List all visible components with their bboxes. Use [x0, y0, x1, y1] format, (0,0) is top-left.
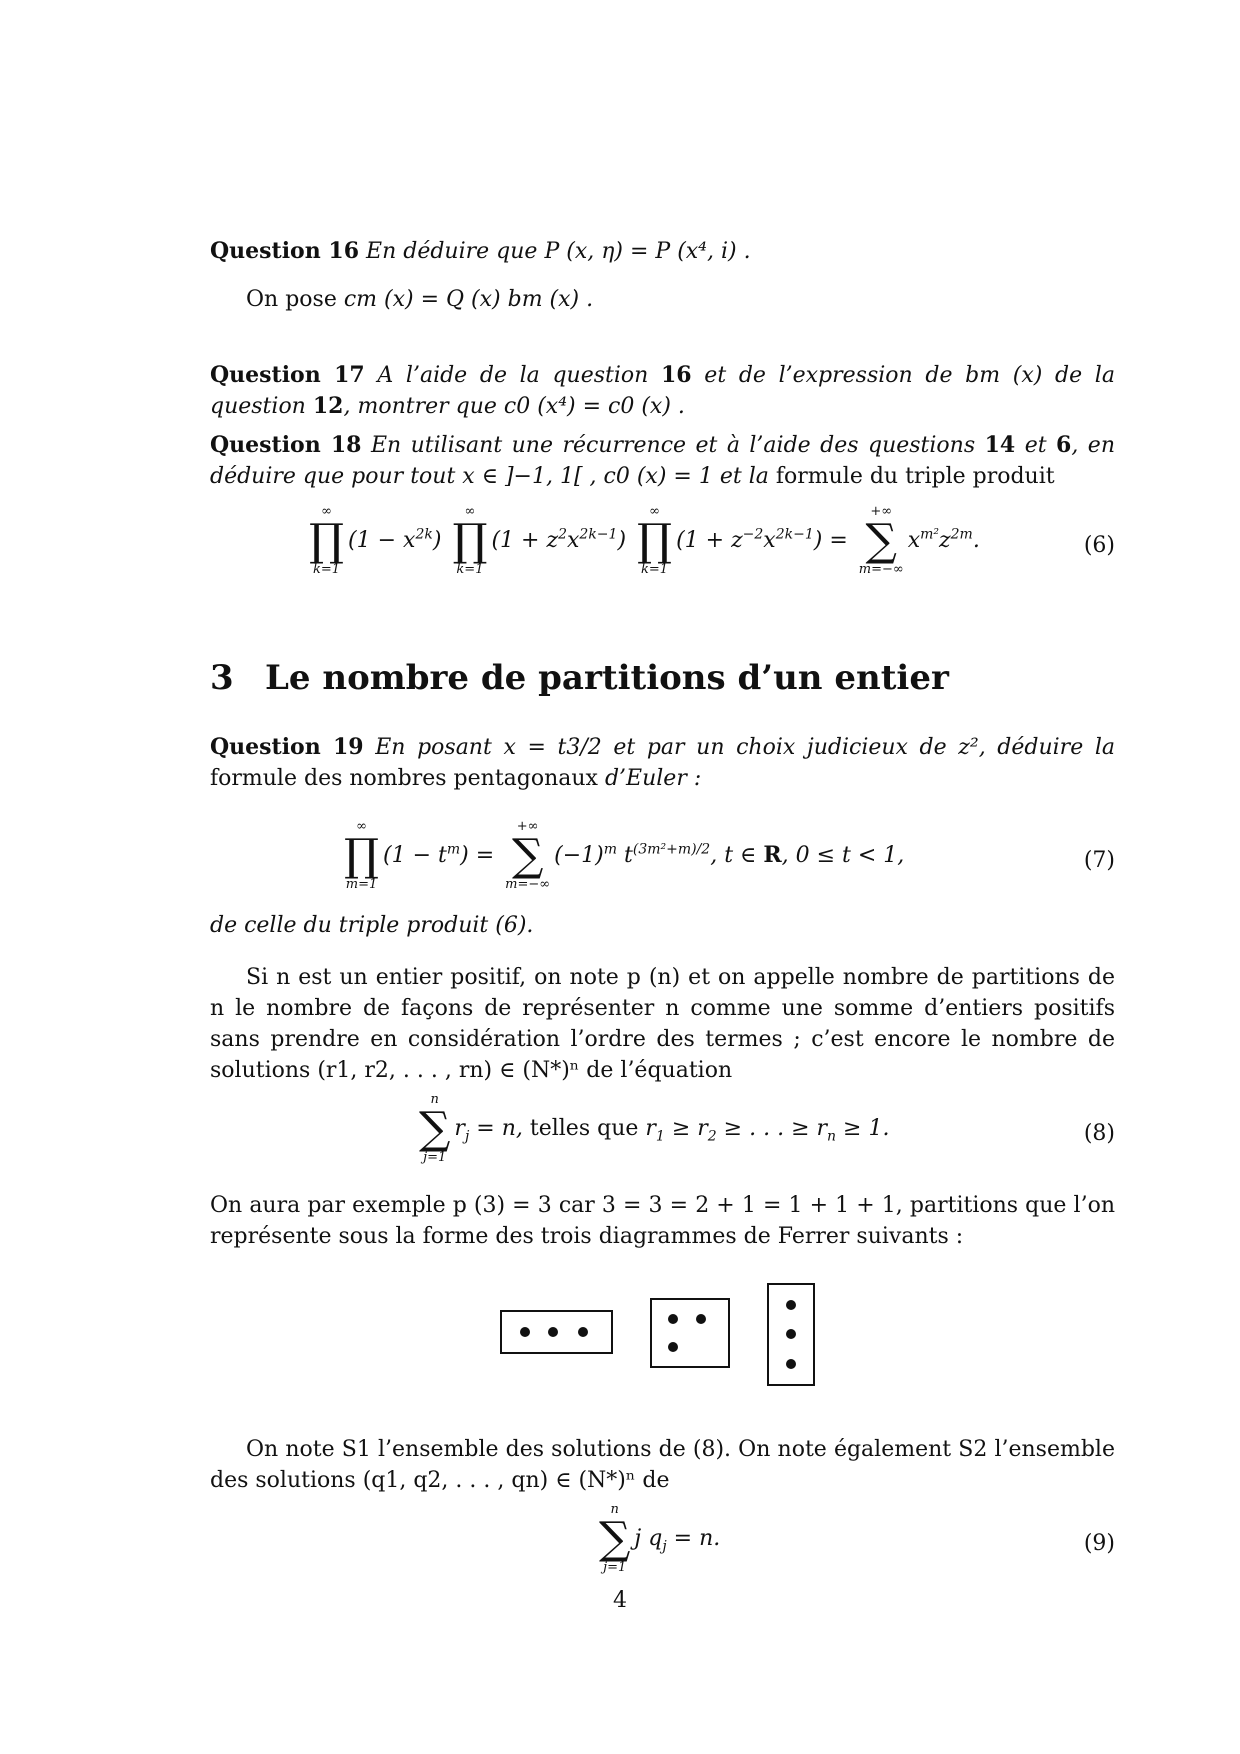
equation-7-note: de celle du triple produit (6). [210, 913, 534, 938]
ferrer-diagram-2-1 [650, 1298, 730, 1368]
dot [786, 1300, 796, 1310]
partition-equation: n ∑ j=1 $r_j = n$, telles que $r_1 \ge r_2$ ≥ . . . ≥ $r_n \ge 1$. [419, 1092, 890, 1165]
equation-9 [210, 1503, 1115, 1593]
example-paragraph: On aura par exemple p (3) = 3 car 3 = 3 = 2 + 1 = 1 + 1 + 1, partitions que l’on représente sous la forme des trois diagrammes de Ferrer suivants : [210, 1193, 1115, 1249]
question-label: Question 19 [210, 734, 364, 760]
equation-number: (7) [1083, 848, 1115, 873]
question-label: Question 18 [210, 432, 362, 458]
partition-definition-paragraph: Si n est un entier positif, on note p (n) et on appelle nombre de partitions de n le nombre de façons de représenter n comme une somme d’entiers positifs sans prendre en considération l’ordre des termes ; c’est encore le nombre de solutions (r1, r2, . . . , rn) ∈ (N*)ⁿ de l’équation [210, 965, 1115, 1083]
dot [548, 1327, 558, 1337]
equation-number: (6) [1083, 533, 1115, 558]
dot [696, 1314, 706, 1324]
question-17: Question 17 A l’aide de la question 16 et de l’expression de bm (x) de la question 12, montrer que c0 (x⁴) = c0 (x) . [210, 362, 1115, 419]
question-18: Question 18 En utilisant une récurrence et à l’aide des questions 14 et 6, en déduire que pour tout x ∈ ]−1, 1[ , c0 (x) = 1 et la formule du triple produit [210, 432, 1116, 489]
definition-cm: On pose cm (x) = Q (x) bm (x) . [246, 287, 594, 312]
section-heading [210, 658, 949, 698]
dot [520, 1327, 530, 1337]
equation-6 [210, 505, 1115, 595]
ferrer-diagram-1-1-1 [767, 1283, 815, 1386]
section-title: Le nombre de partitions d’un entier [265, 658, 949, 698]
dot [786, 1329, 796, 1339]
dot [786, 1359, 796, 1369]
pentagonal-number-formula: ∞ ∏ m=1 $(1 - t^m)$ = +∞ ∑ m=−∞ $(-1)^m$ $t^{(3m^2+m)/2}$, t ∈ R, 0 ≤ t < 1, [344, 819, 905, 892]
dot [668, 1342, 678, 1352]
ferrer-diagram-3 [500, 1310, 613, 1354]
question-label: Question 17 [210, 362, 365, 388]
equation-7 [210, 820, 1115, 910]
weighted-sum-equation: n ∑ j=1 j $q_j = n$. [599, 1502, 721, 1575]
section-number: 3 [210, 658, 234, 698]
question-label: Question 16 [210, 238, 360, 264]
page-number: 4 [613, 1588, 627, 1613]
question-16: Question 16 En déduire que P (x, η) = P (x⁴, i) . [210, 238, 751, 264]
dot [668, 1314, 678, 1324]
equation-number: (8) [1083, 1121, 1115, 1146]
triple-product-formula: ∞ ∏ k=1 $(1 - x^{2k})$ ∞ ∏ k=1 $(1 + z^2x^{2k-1})$ ∞ ∏ k=1 $(1 + z^{-2}x^{2k-1})$ = +∞ ∑ m=−∞ $x^{m^2}z^{2m}$. [309, 504, 980, 577]
equation-number: (9) [1083, 1531, 1115, 1556]
question-19: Question 19 En posant x = t3/2 et par un choix judicieux de z², déduire la formule des nombres pentagonaux d’Euler : [210, 734, 1115, 791]
solution-sets-paragraph: On note S1 l’ensemble des solutions de (8). On note également S2 l’ensemble des solutions (q1, q2, . . . , qn) ∈ (N*)ⁿ de [210, 1437, 1115, 1493]
equation-8 [210, 1093, 1115, 1183]
dot [578, 1327, 588, 1337]
